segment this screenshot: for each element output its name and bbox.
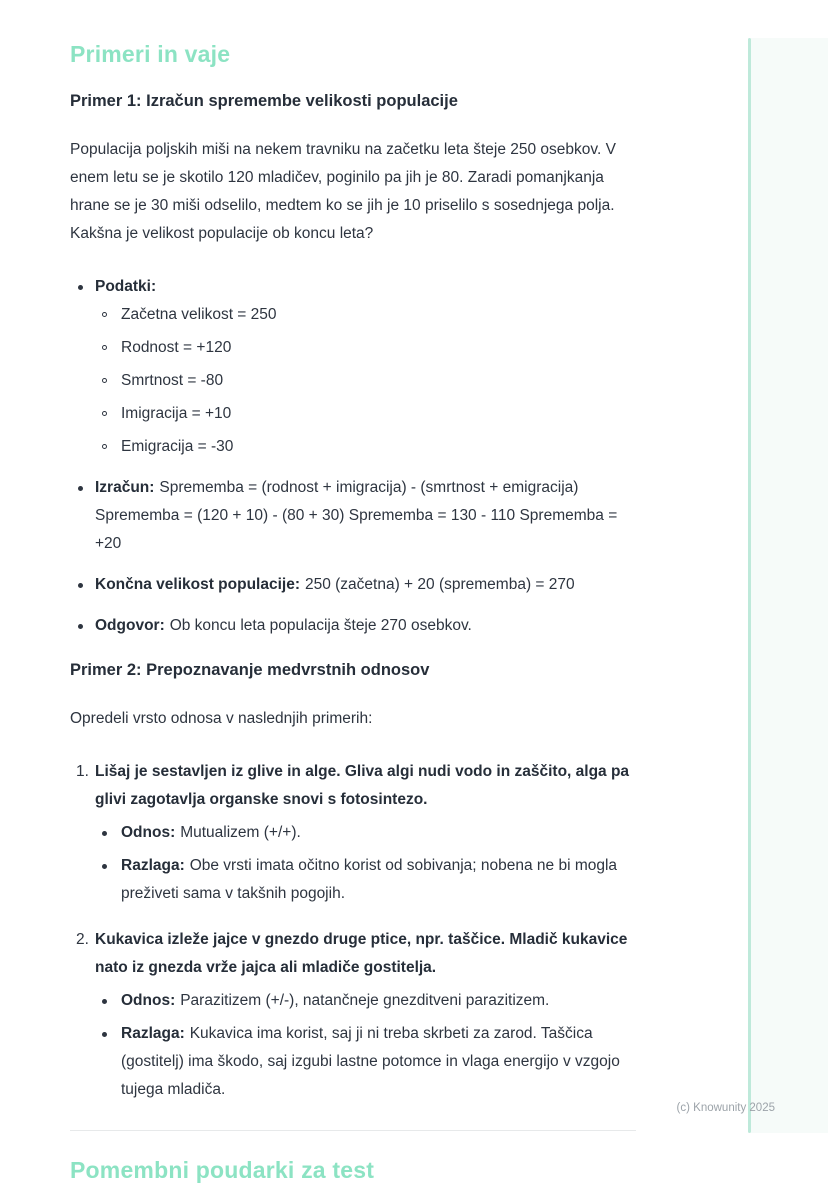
list-item-odgovor bbox=[70, 612, 636, 640]
list-item-izracun bbox=[70, 474, 636, 558]
bullet-marker bbox=[70, 474, 95, 558]
document-content bbox=[70, 30, 636, 1184]
numbered-item-2 bbox=[70, 926, 636, 1104]
bullet-label: Izračun: bbox=[95, 479, 155, 496]
bullet-marker bbox=[95, 367, 121, 395]
bullet-marker bbox=[95, 334, 121, 362]
bullet-marker bbox=[95, 301, 121, 329]
disc-bullet-icon bbox=[102, 831, 107, 836]
example2-title: Primer 2: Prepoznavanje medvrstnih odnosov bbox=[70, 661, 430, 679]
section-title-examples: Primeri in vaje bbox=[70, 41, 231, 67]
circle-bullet-icon bbox=[102, 312, 107, 317]
bullet-text: Ob koncu leta populacija šteje 270 osebkov. bbox=[169, 617, 472, 634]
bullet-label: Odnos: bbox=[121, 824, 176, 841]
data-item-text: Emigracija = -30 bbox=[121, 438, 234, 455]
data-item bbox=[95, 433, 636, 461]
example2-intro: Opredeli vrsto odnosa v naslednjih primerih: bbox=[70, 710, 373, 727]
sub-bullet-razlaga bbox=[95, 852, 636, 908]
data-item bbox=[95, 367, 636, 395]
item-statement: Kukavica izleže jajce v gnezdo druge ptice, npr. taščice. Mladič kukavice nato iz gnezda vrže jajca ali mladiče gostitelja. bbox=[95, 931, 628, 976]
circle-bullet-icon bbox=[102, 345, 107, 350]
bullet-text: Sprememba = (rodnost + imigracija) - (smrtnost + emigracija) Sprememba = (120 + 10) - (80 + 30) Sprememba = 130 - 110 Sprememba = +20 bbox=[95, 479, 618, 552]
circle-bullet-icon bbox=[102, 444, 107, 449]
bullet-text: Parazitizem (+/-), natančneje gnezditveni parazitizem. bbox=[180, 992, 550, 1009]
item-statement: Lišaj je sestavljen iz glive in alge. Gliva algi nudi vodo in zaščito, alga pa glivi zagotavlja organske snovi s fotosintezo. bbox=[95, 763, 630, 808]
bullet-marker bbox=[70, 612, 95, 640]
list-item-koncna bbox=[70, 571, 636, 599]
bullet-text: Obe vrsti imata očitno korist od sobivanja; nobena ne bi mogla preživeti sama v takšnih pogojih. bbox=[121, 857, 618, 902]
example1-title: Primer 1: Izračun spremembe velikosti populacije bbox=[70, 92, 458, 110]
bullet-text: 250 (začetna) + 20 (sprememba) = 270 bbox=[304, 576, 575, 593]
data-item bbox=[95, 334, 636, 362]
data-item bbox=[95, 301, 636, 329]
numbered-item-1 bbox=[70, 758, 636, 908]
item-number: 1. bbox=[76, 763, 89, 780]
circle-bullet-icon bbox=[102, 411, 107, 416]
podatki-label: Podatki: bbox=[95, 278, 157, 295]
section-divider bbox=[70, 1130, 636, 1131]
item-sublist bbox=[95, 987, 636, 1104]
bullet-marker bbox=[95, 433, 121, 461]
copyright-footer: (c) Knowunity 2025 bbox=[676, 1102, 775, 1114]
disc-bullet-icon bbox=[102, 999, 107, 1004]
data-item-text: Začetna velikost = 250 bbox=[121, 306, 277, 323]
list-item-podatki bbox=[70, 273, 636, 461]
disc-bullet-icon bbox=[102, 864, 107, 869]
bullet-marker bbox=[95, 400, 121, 428]
bullet-label: Odgovor: bbox=[95, 617, 165, 634]
disc-bullet-icon bbox=[78, 583, 83, 588]
example1-list bbox=[70, 273, 636, 640]
bullet-label: Končna velikost populacije: bbox=[95, 576, 300, 593]
item-sublist bbox=[95, 819, 636, 908]
disc-bullet-icon bbox=[78, 486, 83, 491]
item-number: 2. bbox=[76, 931, 89, 948]
bullet-marker bbox=[95, 819, 121, 847]
example2-list bbox=[70, 758, 636, 1104]
disc-bullet-icon bbox=[78, 285, 83, 290]
example1-intro: Populacija poljskih miši na nekem travniku na začetku leta šteje 250 osebkov. V enem letu se je skotilo 120 mladičev, poginilo pa jih je 80. Zaradi pomanjkanja hrane se je 30 miši odselilo, medtem ko se jih je 10 priselilo s sosednjega polja. Kakšna je velikost populacije ob koncu leta? bbox=[70, 141, 616, 242]
disc-bullet-icon bbox=[102, 1032, 107, 1037]
bullet-text: Kukavica ima korist, saj ji ni treba skrbeti za zarod. Taščica (gostitelj) ima škodo, saj izgubi lastne potomce in vlaga energijo v vzgojo tujega mladiča. bbox=[121, 1025, 620, 1098]
sub-bullet-odnos bbox=[95, 819, 636, 847]
page-edge-tint bbox=[751, 38, 828, 1133]
data-item bbox=[95, 400, 636, 428]
section-title-highlights: Pomembni poudarki za test bbox=[70, 1157, 375, 1183]
data-item-text: Rodnost = +120 bbox=[121, 339, 232, 356]
disc-bullet-icon bbox=[78, 624, 83, 629]
bullet-marker bbox=[95, 852, 121, 908]
bullet-marker bbox=[95, 1020, 121, 1104]
circle-bullet-icon bbox=[102, 378, 107, 383]
data-item-text: Imigracija = +10 bbox=[121, 405, 232, 422]
data-item-text: Smrtnost = -80 bbox=[121, 372, 224, 389]
bullet-marker bbox=[70, 273, 95, 461]
bullet-label: Razlaga: bbox=[121, 857, 185, 874]
bullet-text: Mutualizem (+/+). bbox=[180, 824, 301, 841]
sub-bullet-odnos bbox=[95, 987, 636, 1015]
sub-bullet-razlaga bbox=[95, 1020, 636, 1104]
bullet-marker bbox=[70, 571, 95, 599]
bullet-label: Razlaga: bbox=[121, 1025, 185, 1042]
bullet-label: Odnos: bbox=[121, 992, 176, 1009]
podatki-sublist bbox=[95, 301, 636, 461]
bullet-marker bbox=[95, 987, 121, 1015]
page-edge-accent-line bbox=[748, 38, 751, 1133]
